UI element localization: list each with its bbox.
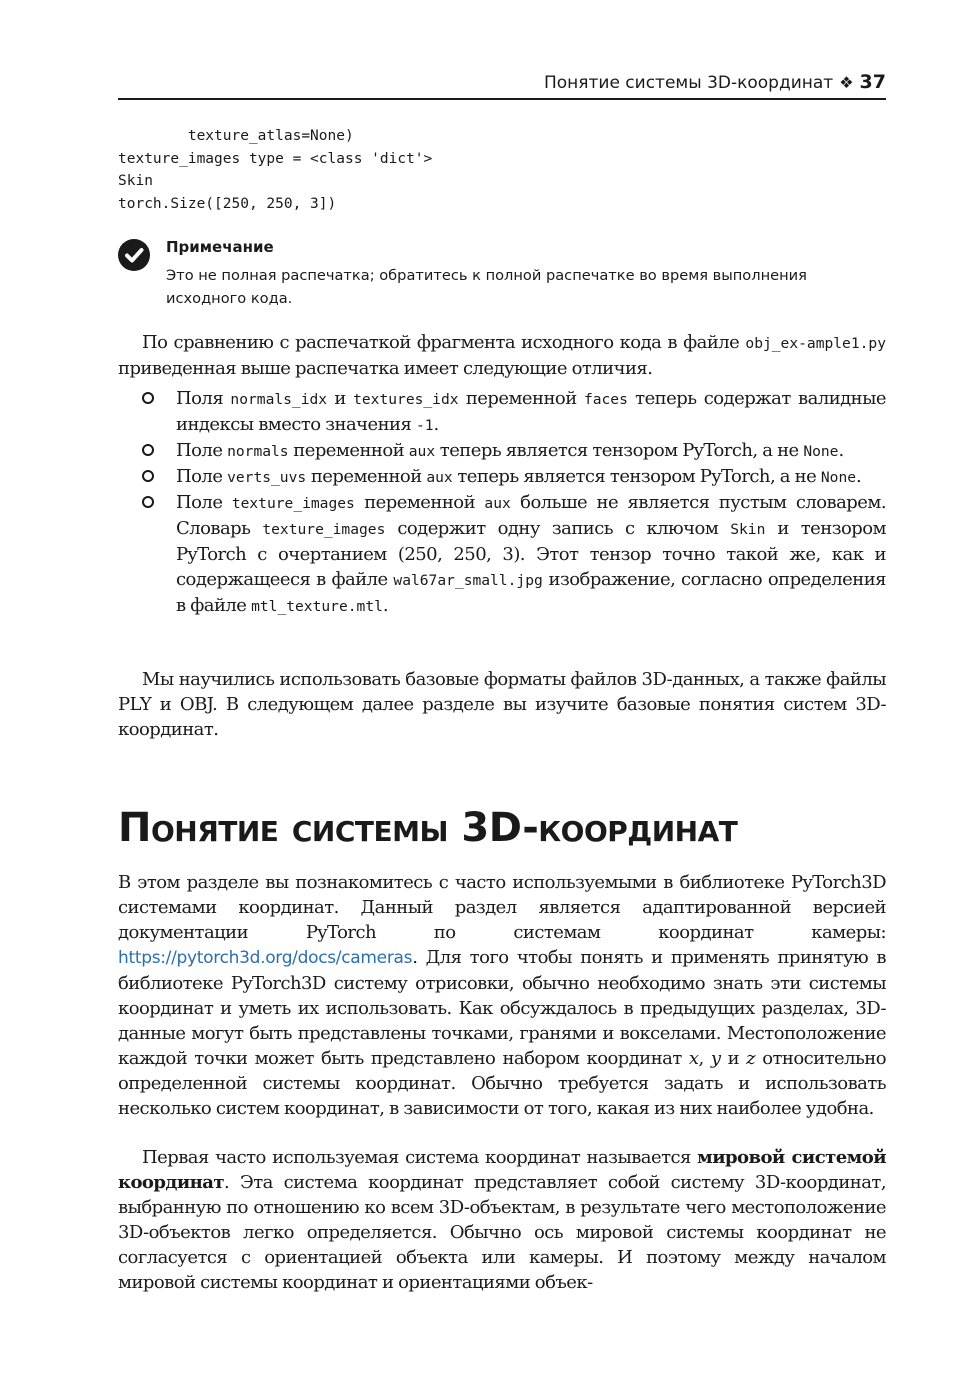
var-z: z xyxy=(746,1048,756,1069)
inline-code: aux xyxy=(426,469,453,486)
list-item: Поле verts_uvs переменной aux теперь является тензором PyTorch, а не None. xyxy=(118,464,886,490)
inline-code: None xyxy=(803,443,839,460)
circle-bullet-icon xyxy=(142,444,154,456)
circle-bullet-icon xyxy=(142,496,154,508)
circle-bullet-icon xyxy=(142,392,154,404)
list-item: Поле texture_images переменной aux больше не является пустым словарем. Словарь texture_images содержит одну запись с ключом Skin и тензором PyTorch с очертанием (250, 250, 3). Этот тензор точно такой же, как и содержащееся в файле wal67ar_small.jpg изображение, согласно определения в файле mtl_texture.mtl. xyxy=(118,490,886,619)
running-header xyxy=(118,66,886,100)
inline-code: aux xyxy=(408,443,436,460)
var-x: x xyxy=(688,1048,699,1069)
bold-term: мировой системой координат xyxy=(118,1147,886,1193)
inline-code: texture_images xyxy=(231,495,355,512)
list-item: Поля normals_idx и textures_idx переменной faces теперь содержат валидные индексы вместо значения -1. xyxy=(118,386,886,438)
inline-code: normals_idx xyxy=(230,391,328,408)
inline-code: texture_images xyxy=(262,521,386,538)
inline-code: wal67ar_small.jpg xyxy=(393,572,543,589)
section-paragraph-1: В этом разделе вы познакомитесь с часто используемыми в библиотеке PyTorch3D системами координат. Данный раздел является адаптированной версией документации PyTorch по системам координат камеры: https://pytorch3d.org/docs/cameras. Для того чтобы понять и применять принятую в библиотеке PyTorch3D систему отрисовки, обычно необходимо знать эти системы координат и уметь их использовать. Как обсуждалось в предыдущих разделах, 3D-данные могут быть представлены точками, гранями и вокселами. Местоположение каждой точки может быть представлено набором координат x, y и z относительно определенной системы координат. Обычно требуется задать и использовать несколько систем координат, в зависимости от того, какая из них наиболее удобна. xyxy=(118,872,887,1119)
intro-text: По сравнению с распечаткой фрагмента исходного кода в файле xyxy=(142,332,746,353)
note-text: Это не полная распечатка; обратитесь к полной распечатке во время выполнения исходного кода. xyxy=(166,267,807,307)
section-paragraph-2: Первая часто используемая система координат называется мировой системой координат. Эта система координат представляет собой систему 3D-координат, выбранную по отношению ко всем 3D-объектам, в результате чего местоположение 3D-объектов легко определяется. Обычно ось мировой системы координат не согласуется с ориентацией объекта или камеры. И поэтому между началом мировой системы координат и ориентациями объек- xyxy=(118,1147,886,1293)
inline-code: obj_ex-ample1.py xyxy=(745,335,886,352)
inline-code: Skin xyxy=(730,521,766,538)
intro-text: приведенная выше распечатка имеет следующие отличия. xyxy=(118,358,653,379)
intro-paragraph xyxy=(118,330,886,381)
inline-code: None xyxy=(820,469,857,486)
check-circle-icon xyxy=(118,239,150,271)
inline-code: -1 xyxy=(415,417,434,434)
cameras-docs-link[interactable]: https://pytorch3d.org/docs/cameras xyxy=(118,948,413,968)
inline-code: normals xyxy=(227,443,289,460)
list-item: Поле normals переменной aux теперь является тензором PyTorch, а не None. xyxy=(118,438,886,464)
code-line: texture_atlas=None) xyxy=(118,128,354,144)
inline-code: textures_idx xyxy=(353,391,459,408)
inline-code: mtl_texture.mtl xyxy=(251,598,383,615)
inline-code: verts_uvs xyxy=(227,469,307,486)
page-number: 37 xyxy=(859,71,886,93)
code-listing xyxy=(118,125,818,216)
summary-paragraph: Мы научились использовать базовые форматы файлов 3D-данных, а также файлы PLY и OBJ. В следующем далее разделе вы изучите базовые понятия систем 3D-координат. xyxy=(118,669,886,740)
code-line: texture_images type = <class 'dict'> xyxy=(118,150,433,167)
section-heading: Понятие системы 3D-координат xyxy=(118,805,738,851)
note-title: Примечание xyxy=(166,238,274,256)
inline-code: faces xyxy=(583,391,628,408)
diamond-ornament-icon: ❖ xyxy=(839,73,854,92)
circle-bullet-icon xyxy=(142,470,154,482)
var-y: y xyxy=(710,1048,721,1069)
running-title: Понятие системы 3D-координат xyxy=(543,73,834,93)
differences-list xyxy=(118,386,886,619)
code-line: torch.Size([250, 250, 3]) xyxy=(118,196,337,213)
code-line: Skin xyxy=(118,173,153,190)
inline-code: aux xyxy=(484,495,511,512)
